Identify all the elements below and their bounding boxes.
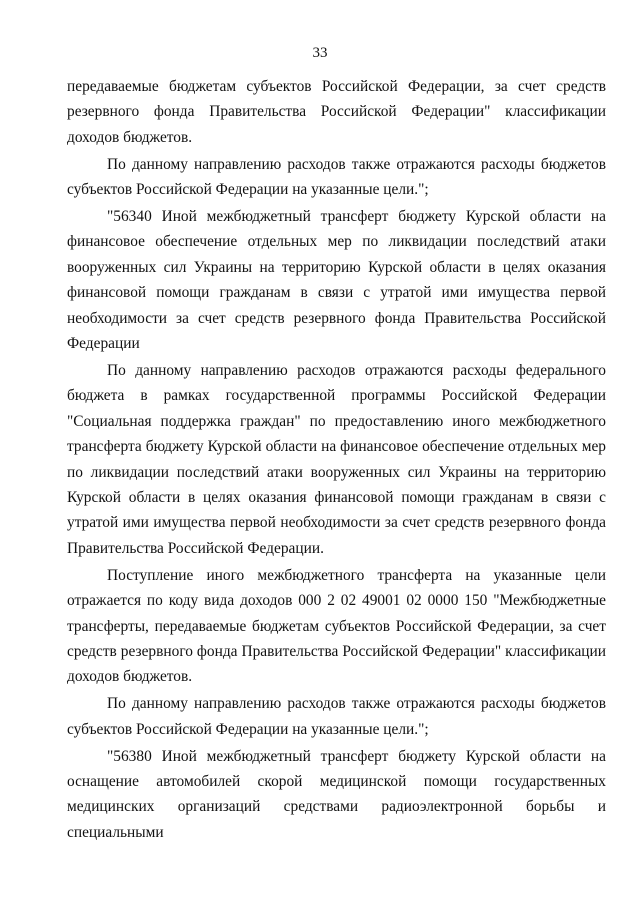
page-number: 33 bbox=[312, 45, 328, 61]
paragraph-continuation: передаваемые бюджетам субъектов Российской Федерации, за счет средств резервного фонда Правительства Российской Федерации" классификации доходов бюджетов. bbox=[67, 78, 606, 146]
paragraph-code-56380: "56380 Иной межбюджетный трансферт бюджету Курской области на оснащение автомобилей скорой медицинской помощи государственных медицинских организаций средствами радиоэлектронной борьбы и специальными bbox=[67, 747, 606, 841]
paragraph: По данному направлению расходов также отражаются расходы бюджетов субъектов Российской Федерации на указанные цели."; bbox=[67, 155, 606, 199]
paragraph: Поступление иного межбюджетного трансферта на указанные цели отражается по коду вида доходов 000 2 02 49001 02 0000 150 "Межбюджетные трансферты, передаваемые бюджетам субъектов Российской Федерации, за счет средств резервного фонда Правительства Российской Федерации" классификации доходов бюджетов. bbox=[67, 566, 606, 686]
paragraph: По данному направлению расходов также отражаются расходы бюджетов субъектов Российской Федерации на указанные цели."; bbox=[67, 695, 606, 738]
paragraph: По данному направлению расходов отражаются расходы федерального бюджета в рамках государственной программы Российской Федерации "Социальная поддержка граждан" по предоставлению иного межбюджетного трансферта бюджету Курской области на финансовое обеспечение отдельных мер по ликвидации последствий атаки вооруженных сил Украины на территорию Курской области в целях оказания финансовой помощи гражданам в связи с утратой ими имущества первой необходимости за счет средств резервного фонда Правительства Российской Федерации. bbox=[67, 361, 606, 557]
document-body bbox=[67, 74, 606, 847]
paragraph-code-56340: "56340 Иной межбюджетный трансферт бюджету Курской области на финансовое обеспечение отдельных мер по ликвидации последствий атаки вооруженных сил Украины на территорию Курской области в целях оказания финансовой помощи гражданам в связи с утратой ими имущества первой необходимости за счет средств резервного фонда Правительства Российской Федерации bbox=[67, 208, 606, 353]
